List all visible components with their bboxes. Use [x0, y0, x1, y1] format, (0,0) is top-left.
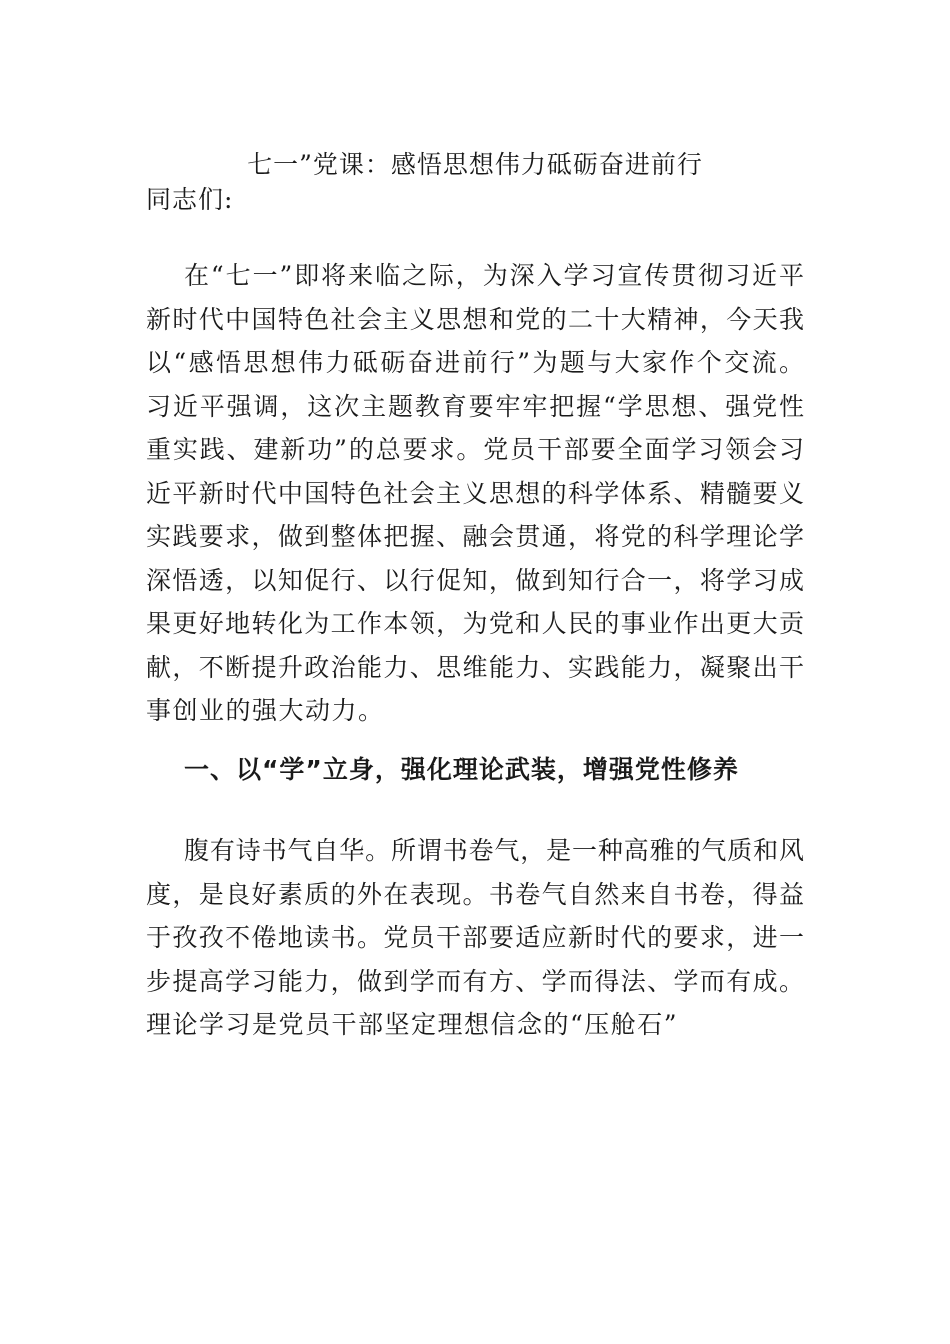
paragraph-1-line: 实践要求，做到整体把握、融会贯通，将党的科学理论学: [146, 522, 804, 551]
paragraph-1-line: 近平新时代中国特色社会主义思想的科学体系、精髓要义: [146, 478, 804, 508]
section-1-heading: 一、以“学”立身，强化理论武装，增强党性修养: [184, 755, 739, 784]
paragraph-1-line: 以“感悟思想伟力砥砺奋进前行”为题与大家作个交流。: [146, 348, 804, 377]
paragraph-1-line: 重实践、建新功”的总要求。党员干部要全面学习领会习: [146, 435, 804, 464]
paragraph-2-line: 步提高学习能力，做到学而有方、学而得法、学而有成。: [146, 966, 804, 996]
paragraph-1-line: 事创业的强大动力。: [146, 696, 385, 725]
paragraph-2-line: 于孜孜不倦地读书。党员干部要适应新时代的要求，进一: [146, 923, 804, 952]
paragraph-1-line: 新时代中国特色社会主义思想和党的二十大精神，今天我: [146, 304, 804, 334]
salutation: 同志们:: [146, 185, 234, 214]
paragraph-1-line: 在“七一”即将来临之际，为深入学习宣传贯彻习近平: [184, 261, 804, 290]
paragraph-2-line: 度，是良好素质的外在表现。书卷气自然来自书卷，得益: [146, 879, 804, 909]
paragraph-1-line: 献，不断提升政治能力、思维能力、实践能力，凝聚出干: [146, 652, 804, 682]
paragraph-2-line: 理论学习是党员干部坚定理想信念的“压舱石”: [146, 1010, 679, 1039]
document-title: 七一”党课：感悟思想伟力砥砺奋进前行: [247, 150, 703, 179]
paragraph-2-line: 腹有诗书气自华。所谓书卷气，是一种高雅的气质和风: [184, 836, 804, 865]
paragraph-1-line: 深悟透，以知促行、以行促知，做到知行合一，将学习成: [146, 565, 804, 595]
paragraph-1-line: 习近平强调，这次主题教育要牢牢把握“学思想、强党性: [146, 391, 804, 421]
paragraph-1-line: 果更好地转化为工作本领，为党和人民的事业作出更大贡: [146, 609, 804, 638]
